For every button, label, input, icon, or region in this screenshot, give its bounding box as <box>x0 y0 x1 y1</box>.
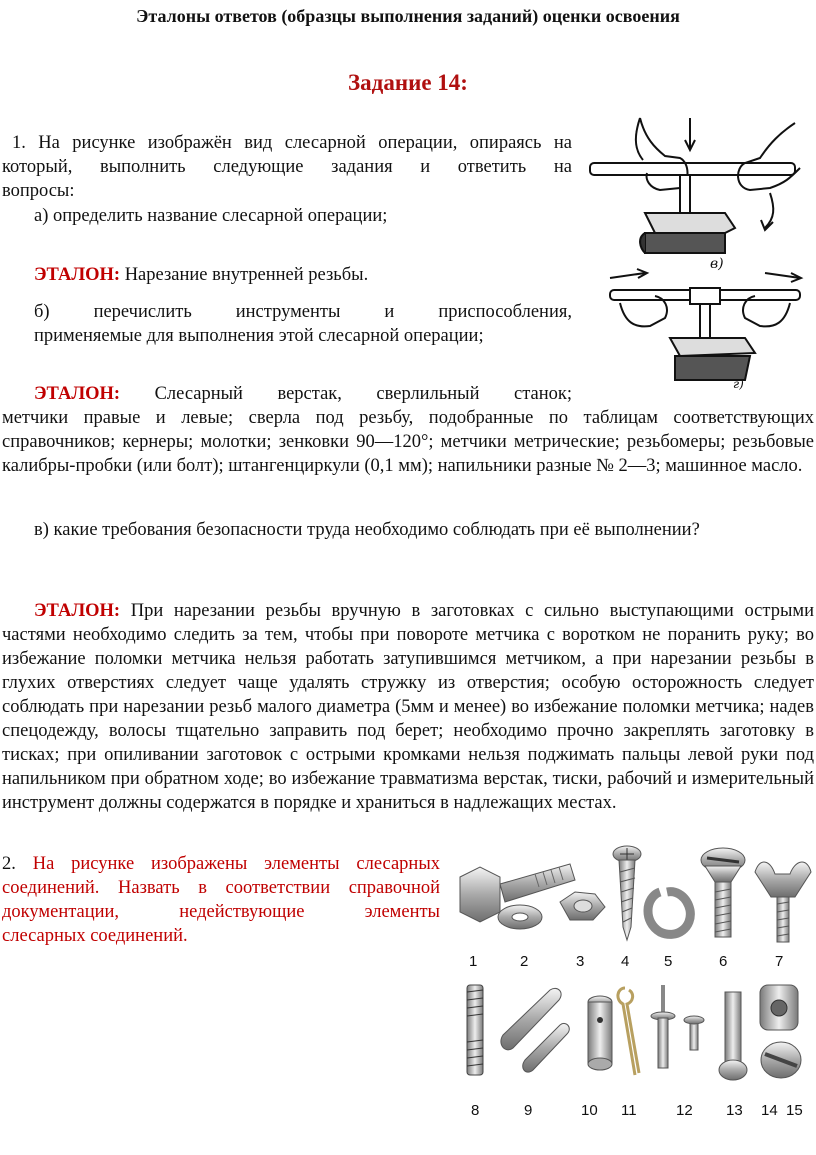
etalon-label: ЭТАЛОН: <box>34 265 121 285</box>
answer-a-text: Нарезание внутренней резьбы. <box>124 265 369 285</box>
part-numbers-row-1 <box>455 953 815 973</box>
flat-washer-icon <box>498 905 542 929</box>
part-number: 2 <box>520 953 529 970</box>
q1-answer-b-rest: метчики правые и левые; сверла под резьбу, подобранные по таблицам соответствующих справочников; кернеры; молотки; зенковки 90—120°; метчики метрические; резьбомеры; резьбовые калибры-пробки (или болт); штангенциркули (0,1 мм); напильники разные № 2—3; машинное масло. <box>2 408 814 476</box>
wing-bolt-icon <box>755 862 811 942</box>
q1-intro-line2: который, выполнить следующие задания и ответить на <box>2 157 572 177</box>
part-number: 15 <box>786 1102 803 1119</box>
part-number: 10 <box>581 1102 598 1119</box>
q2-text <box>2 852 440 948</box>
key-icon <box>501 988 569 1072</box>
self-tapping-screw-icon <box>613 846 641 940</box>
answer-c-text: При нарезании резьбы вручную в заготовках с сильно выступающими острыми частями необходимо следить за тем, чтобы при повороте метчика с воротком не поранить руку; во избежание поломки метчика нельзя работать затупившимся метчиком, а при нарезании резьбы в глухих отверстиях следует чаще удалять стружку из отверстия; особую осторожность следует соблюдать при нарезании резьб малого диаметра (5мм и менее) во избежание поломки метчика; надев спецодежду, волосы тщательно заправить под берет; необходимо прочно закреплять заготовку в тисках; при опиливании заготовок с острыми кромками нельзя поджимать пальцы левой руки под напильником при обратном ходе; во избежание травматизма верстак, тиски, рабочий и измерительный инструмент должны содержатся в порядке и храниться в надлежащих местах. <box>2 601 814 813</box>
fasteners-row-1 <box>455 842 815 952</box>
q1-answer-b-line1 <box>34 382 572 406</box>
q2-line4: слесарных соединений. <box>2 926 188 946</box>
set-screw-icon <box>761 1042 801 1078</box>
part-numbers-row-2 <box>455 1102 815 1122</box>
etalon-label: ЭТАЛОН: <box>34 384 121 404</box>
part-number: 13 <box>726 1102 743 1119</box>
fasteners-row-2 <box>455 980 815 1090</box>
q1-answer-c <box>2 599 814 815</box>
q1-item-c: в) какие требования безопасности труда необходимо соблюдать при её выполнении? <box>34 520 700 540</box>
part-number: 3 <box>576 953 585 970</box>
q2-number: 2. <box>2 854 16 874</box>
q1-item-b-line1: б) перечислить инструменты и приспособления, <box>34 302 572 322</box>
part-number: 5 <box>664 953 673 970</box>
part-number: 7 <box>775 953 784 970</box>
q1-intro-line1: 1. На рисунке изображён вид слесарной операции, опираясь на <box>12 133 572 153</box>
answer-b-first: Слесарный верстак, сверлильный станок; <box>154 384 573 404</box>
q1-intro-line3: вопросы: <box>2 181 75 201</box>
part-number: 1 <box>469 953 478 970</box>
q2-line1: На рисунке изображены элементы слесарных <box>32 854 441 874</box>
part-number: 9 <box>524 1102 533 1119</box>
figure-label-v: в) <box>710 256 724 272</box>
split-pin-icon <box>618 988 639 1075</box>
part-number: 6 <box>719 953 728 970</box>
part-number: 14 <box>761 1102 778 1119</box>
q2-line3: документации, недействующие элементы <box>2 902 440 922</box>
q1-answer-a <box>34 263 574 287</box>
q2-line2: соединений. Назвать в соответствии справочной <box>2 878 440 898</box>
etalon-label: ЭТАЛОН: <box>34 601 121 621</box>
stud-icon <box>467 985 483 1075</box>
q1-item-b-line2: применяемые для выполнения этой слесарной операции; <box>34 326 484 346</box>
spring-washer-icon <box>648 892 690 935</box>
q1-item-a: а) определить название слесарной операции; <box>34 206 388 226</box>
tapping-figure-g <box>605 268 805 393</box>
round-rivet-icon <box>719 992 747 1080</box>
slotted-screw-icon <box>701 848 745 937</box>
tapping-figure-v <box>585 108 805 278</box>
part-number: 11 <box>621 1102 637 1119</box>
clevis-pin-icon <box>588 996 612 1070</box>
hex-nut-icon <box>560 892 605 920</box>
barrel-nut-icon <box>760 985 798 1030</box>
figure-label-g: г) <box>733 377 744 391</box>
part-number: 4 <box>621 953 630 970</box>
document-header: Эталоны ответов (образцы выполнения заданий) оценки освоения <box>136 6 680 26</box>
part-number: 8 <box>471 1102 480 1119</box>
part-number: 12 <box>676 1102 693 1119</box>
task-title: Задание 14: <box>348 70 468 95</box>
blind-rivet-icon <box>651 985 704 1068</box>
